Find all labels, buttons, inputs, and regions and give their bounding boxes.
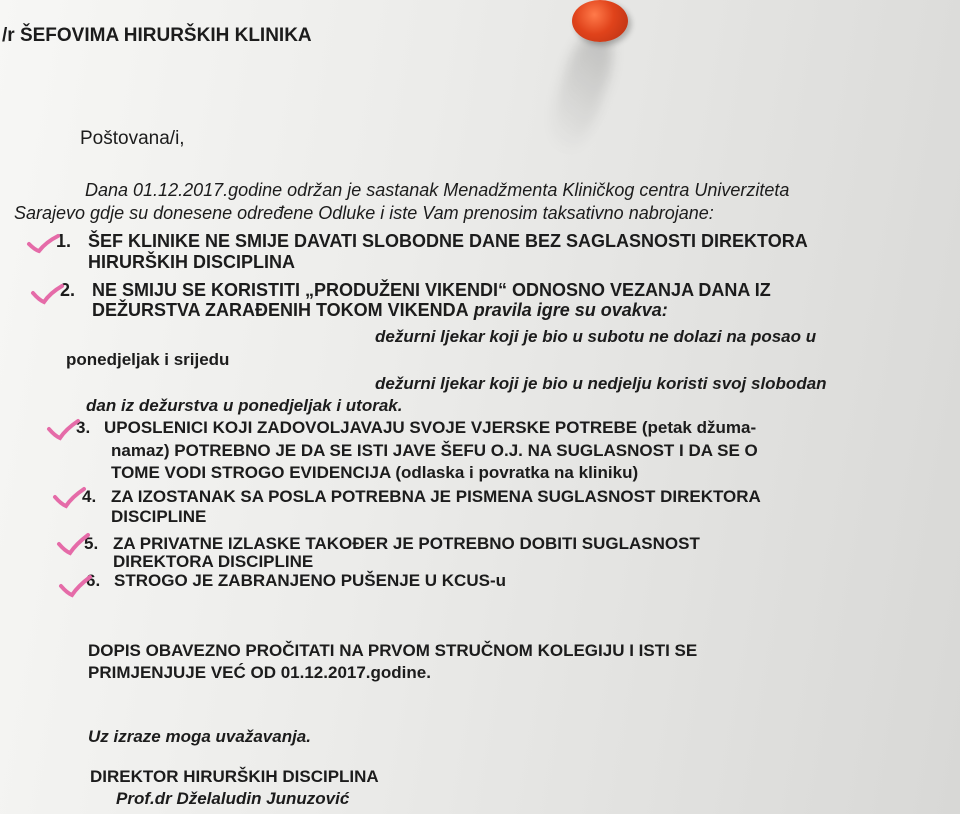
item-2-line-1: NE SMIJU SE KORISTITI „PRODUŽENI VIKENDI“ ODNOSNO VEZANJA DANA IZ <box>92 280 771 300</box>
item-3-line-2: namaz) POTREBNO JE DA SE ISTI JAVE ŠEFU O.J. NA SUGLASNOST I DA SE O <box>111 441 758 460</box>
check-mark-icon <box>52 486 86 510</box>
notice-line-1: DOPIS OBAVEZNO PROČITATI NA PRVOM STRUČNOM KOLEGIJU I ISTI SE <box>88 641 698 660</box>
item-2-rule-2b: dan iz dežurstva u ponedjeljak i utorak. <box>86 396 403 415</box>
item-2-line-2-bold: DEŽURSTVA ZARAĐENIH TOKOM VIKENDA <box>92 300 469 320</box>
closing-line: Uz izraze moga uvažavanja. <box>88 727 311 746</box>
intro-line-1: Dana 01.12.2017.godine održan je sastanak Menadžmenta Kliničkog centra Univerziteta <box>85 180 790 200</box>
signature-name: Prof.dr Dželaludin Junuzović <box>116 789 350 808</box>
item-3-line-3: TOME VODI STROGO EVIDENCIJA (odlaska i povratka na kliniku) <box>111 463 639 482</box>
item-2-line-2 <box>92 300 668 320</box>
check-mark-icon <box>46 418 80 442</box>
item-6-line-1: STROGO JE ZABRANJENO PUŠENJE U KCUS-u <box>114 571 506 590</box>
salutation: Poštovana/i, <box>80 128 185 149</box>
check-mark-icon <box>58 574 92 600</box>
item-2-rule-2a: dežurni ljekar koji je bio u nedjelju koristi svoj slobodan <box>375 374 827 393</box>
check-mark-icon <box>56 532 90 558</box>
item-5-line-1: ZA PRIVATNE IZLASKE TAKOĐER JE POTREBNO DOBITI SUGLASNOST <box>113 534 700 553</box>
item-6-number: 6. <box>86 571 101 590</box>
item-3-number: 3. <box>76 418 91 437</box>
check-mark-icon <box>26 232 60 254</box>
item-4-line-1: ZA IZOSTANAK SA POSLA POTREBNA JE PISMENA SUGLASNOST DIREKTORA <box>111 487 761 506</box>
notice-line-2: PRIMJENJUJE VEĆ OD 01.12.2017.godine. <box>88 663 431 682</box>
item-2-line-2-italic: pravila igre su ovakva: <box>468 300 668 320</box>
item-1-number: 1. <box>56 231 72 251</box>
push-pin-icon <box>572 0 628 42</box>
item-2-rule-1b: ponedjeljak i srijedu <box>66 350 230 369</box>
item-1-line-2: HIRURŠKIH DISCIPLINA <box>88 252 296 272</box>
item-2-number: 2. <box>60 280 76 300</box>
check-mark-icon <box>30 282 64 306</box>
item-1-line-1: ŠEF KLINIKE NE SMIJE DAVATI SLOBODNE DANE BEZ SAGLASNOSTI DIREKTORA <box>88 231 808 251</box>
item-4-number: 4. <box>82 487 97 506</box>
signature-title: DIREKTOR HIRURŠKIH DISCIPLINA <box>90 767 379 786</box>
recipient-header: /r ŠEFOVIMA HIRURŠKIH KLINIKA <box>2 25 312 46</box>
pin-shadow <box>543 26 622 154</box>
item-2-rule-1a: dežurni ljekar koji je bio u subotu ne dolazi na posao u <box>375 327 817 346</box>
item-5-number: 5. <box>84 534 99 553</box>
item-5-line-2: DIREKTORA DISCIPLINE <box>113 552 314 571</box>
item-3-line-1: UPOSLENICI KOJI ZADOVOLJAVAJU SVOJE VJERSKE POTREBE (petak džuma- <box>104 418 757 437</box>
intro-line-2: Sarajevo gdje su donesene određene Odluke i iste Vam prenosim taksativno nabrojane: <box>14 203 714 223</box>
item-4-line-2: DISCIPLINE <box>111 507 207 526</box>
